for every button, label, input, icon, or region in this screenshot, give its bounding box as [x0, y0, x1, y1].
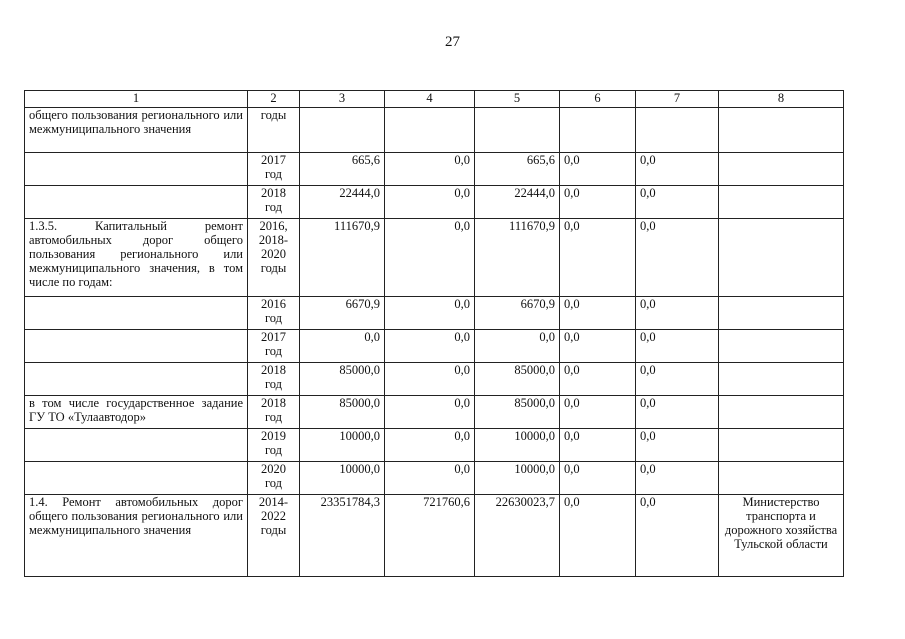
row-responsible: [719, 297, 844, 330]
row-total: 6670,9: [300, 297, 385, 330]
row-regional: 665,6: [475, 153, 560, 186]
table-row: [25, 495, 844, 577]
row-municipal: 0,0: [560, 495, 636, 577]
table-row: [25, 429, 844, 462]
row-total: 665,6: [300, 153, 385, 186]
row-description: [25, 363, 248, 396]
row-period: 2014-2022 годы: [248, 495, 300, 577]
row-period: 2018 год: [248, 186, 300, 219]
row-responsible: [719, 396, 844, 429]
row-responsible: [719, 108, 844, 153]
row-federal: 0,0: [385, 219, 475, 297]
row-municipal: 0,0: [560, 153, 636, 186]
budget-table: [24, 90, 844, 577]
row-regional: 0,0: [475, 330, 560, 363]
column-header-8: 8: [719, 91, 844, 108]
row-municipal: 0,0: [560, 429, 636, 462]
row-period: 2016 год: [248, 297, 300, 330]
row-federal: 0,0: [385, 396, 475, 429]
row-description: [25, 153, 248, 186]
row-period: 2018 год: [248, 396, 300, 429]
row-federal: 0,0: [385, 363, 475, 396]
column-header-5: 5: [475, 91, 560, 108]
row-period: 2018 год: [248, 363, 300, 396]
row-regional: 22444,0: [475, 186, 560, 219]
row-total: 111670,9: [300, 219, 385, 297]
row-responsible: [719, 219, 844, 297]
table-row: [25, 462, 844, 495]
row-federal: 0,0: [385, 153, 475, 186]
table-row: [25, 297, 844, 330]
row-responsible: [719, 462, 844, 495]
row-period: 2016, 2018-2020 годы: [248, 219, 300, 297]
row-other: 0,0: [636, 363, 719, 396]
row-regional: 22630023,7: [475, 495, 560, 577]
row-responsible: Министерство транспорта и дорожного хозяйства Тульской области: [719, 495, 844, 577]
row-municipal: 0,0: [560, 330, 636, 363]
column-header-4: 4: [385, 91, 475, 108]
row-other: 0,0: [636, 297, 719, 330]
table-row: [25, 396, 844, 429]
row-total: 85000,0: [300, 363, 385, 396]
row-total: 10000,0: [300, 429, 385, 462]
row-period: 2017 год: [248, 153, 300, 186]
row-regional: [475, 108, 560, 153]
row-description: [25, 429, 248, 462]
row-description: [25, 330, 248, 363]
table-row: [25, 219, 844, 297]
row-federal: 0,0: [385, 186, 475, 219]
row-municipal: 0,0: [560, 363, 636, 396]
row-other: 0,0: [636, 495, 719, 577]
row-total: 0,0: [300, 330, 385, 363]
row-regional: 111670,9: [475, 219, 560, 297]
row-total: 22444,0: [300, 186, 385, 219]
table-row: [25, 363, 844, 396]
row-total: 85000,0: [300, 396, 385, 429]
table-row: [25, 108, 844, 153]
row-description: в том числе государственное задание ГУ ТО «Тулаавтодор»: [25, 396, 248, 429]
row-regional: 6670,9: [475, 297, 560, 330]
row-municipal: 0,0: [560, 297, 636, 330]
column-header-6: 6: [560, 91, 636, 108]
row-responsible: [719, 153, 844, 186]
row-other: 0,0: [636, 186, 719, 219]
row-municipal: [560, 108, 636, 153]
row-other: 0,0: [636, 153, 719, 186]
row-responsible: [719, 186, 844, 219]
row-description: [25, 186, 248, 219]
row-municipal: 0,0: [560, 186, 636, 219]
row-federal: 0,0: [385, 462, 475, 495]
column-header-1: 1: [25, 91, 248, 108]
row-period: 2019 год: [248, 429, 300, 462]
row-regional: 10000,0: [475, 462, 560, 495]
table-row: [25, 330, 844, 363]
row-description: 1.4. Ремонт автомобильных дорог общего пользования регионального или межмуниципального значения: [25, 495, 248, 577]
row-responsible: [719, 429, 844, 462]
row-regional: 85000,0: [475, 396, 560, 429]
row-period: 2020 год: [248, 462, 300, 495]
row-federal: 0,0: [385, 297, 475, 330]
column-header-7: 7: [636, 91, 719, 108]
row-federal: [385, 108, 475, 153]
row-other: 0,0: [636, 462, 719, 495]
row-description: [25, 297, 248, 330]
row-other: 0,0: [636, 330, 719, 363]
row-total: 23351784,3: [300, 495, 385, 577]
row-municipal: 0,0: [560, 462, 636, 495]
row-other: [636, 108, 719, 153]
table-header-row: [25, 91, 844, 108]
row-federal: 0,0: [385, 429, 475, 462]
row-municipal: 0,0: [560, 219, 636, 297]
row-description: общего пользования регионального или межмуниципального значения: [25, 108, 248, 153]
row-federal: 721760,6: [385, 495, 475, 577]
row-other: 0,0: [636, 219, 719, 297]
row-municipal: 0,0: [560, 396, 636, 429]
row-period: 2017 год: [248, 330, 300, 363]
row-regional: 10000,0: [475, 429, 560, 462]
row-regional: 85000,0: [475, 363, 560, 396]
table-row: [25, 153, 844, 186]
column-header-3: 3: [300, 91, 385, 108]
column-header-2: 2: [248, 91, 300, 108]
row-period: годы: [248, 108, 300, 153]
row-responsible: [719, 330, 844, 363]
row-federal: 0,0: [385, 330, 475, 363]
row-description: 1.3.5. Капитальный ремонт автомобильных дорог общего пользования регионального или межмуниципального значения, в том числе по годам:: [25, 219, 248, 297]
row-description: [25, 462, 248, 495]
page-number: 27: [445, 34, 460, 50]
row-other: 0,0: [636, 429, 719, 462]
table-row: [25, 186, 844, 219]
row-total: [300, 108, 385, 153]
row-responsible: [719, 363, 844, 396]
row-total: 10000,0: [300, 462, 385, 495]
row-other: 0,0: [636, 396, 719, 429]
